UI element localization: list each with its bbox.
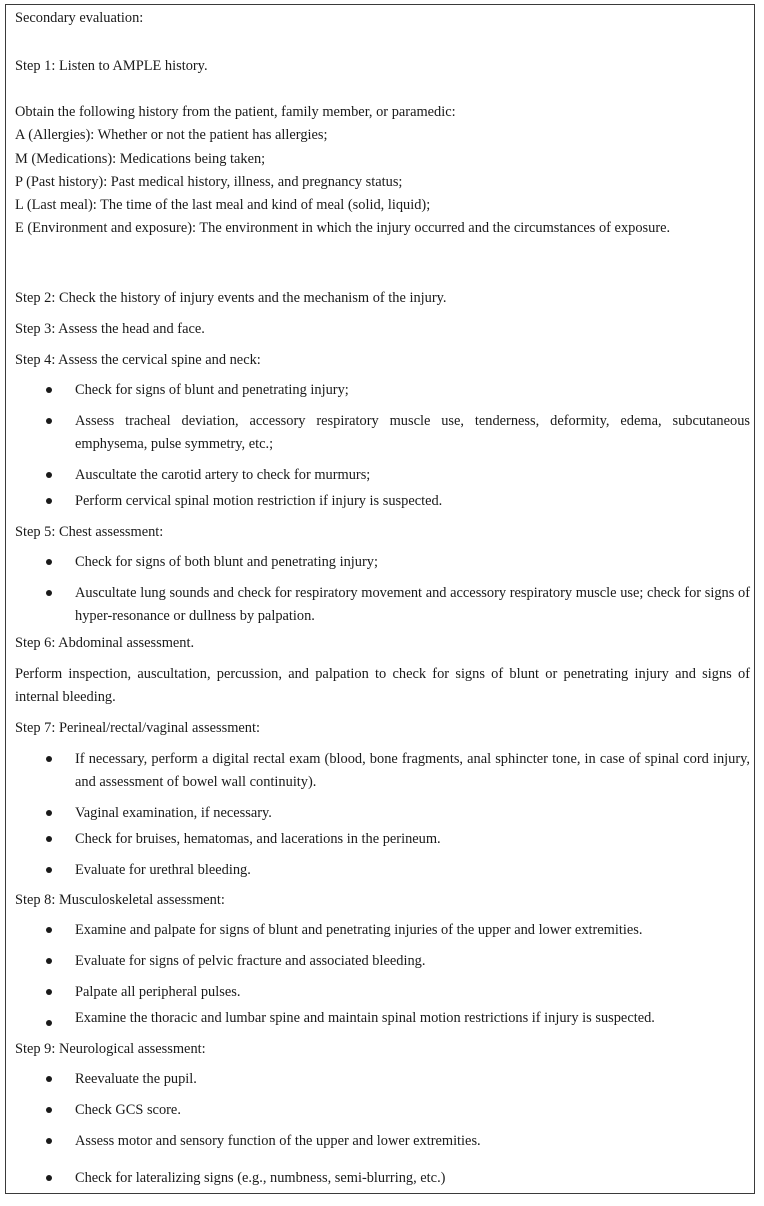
ample-item-environment: E (Environment and exposure): The environment in which the injury occurred and the circumstances of exposure. [15,220,671,236]
step-9-heading: Step 9: Neurological assessment: [15,1041,206,1057]
bullet-icon [46,1175,52,1181]
step-1-heading: Step 1: Listen to AMPLE history. [15,58,208,74]
step-7-bullet: Vaginal examination, if necessary. [75,805,272,821]
step-9-bullet: Check for lateralizing signs (e.g., numbness, semi-blurring, etc.) [75,1170,446,1186]
step-8-bullet: Examine the thoracic and lumbar spine and maintain spinal motion restrictions if injury is suspected. [75,1010,655,1026]
step-6-text: Perform inspection, auscultation, percussion, and palpation to check for signs of blunt or penetrating injury and signs of internal bleeding. [15,666,750,705]
step-6-heading: Step 6: Abdominal assessment. [15,635,195,651]
bullet-icon [46,498,52,504]
bullet-icon [46,1138,52,1144]
step-4-bullet: Check for signs of blunt and penetrating injury; [75,382,349,398]
step-5-heading: Step 5: Chest assessment: [15,524,164,540]
bullet-icon [46,989,52,995]
ample-item-medications: M (Medications): Medications being taken; [15,151,266,167]
step-9-bullet: Assess motor and sensory function of the upper and lower extremities. [75,1133,481,1149]
ample-item-last-meal: L (Last meal): The time of the last meal and kind of meal (solid, liquid); [15,197,431,213]
step-4-bullet: Perform cervical spinal motion restriction if injury is suspected. [75,493,443,509]
step-9-bullet: Reevaluate the pupil. [75,1071,197,1087]
step-4-bullet: Auscultate the carotid artery to check for murmurs; [75,467,371,483]
step-1-intro: Obtain the following history from the patient, family member, or paramedic: [15,104,456,120]
bullet-icon [46,472,52,478]
bullet-icon [46,1020,52,1026]
step-8-bullet: Palpate all peripheral pulses. [75,984,241,1000]
bullet-icon [46,927,52,933]
ample-item-past-history: P (Past history): Past medical history, illness, and pregnancy status; [15,174,403,190]
document-title: Secondary evaluation: [15,10,144,26]
step-8-heading: Step 8: Musculoskeletal assessment: [15,892,225,908]
bullet-icon [46,958,52,964]
step-5-bullet: Auscultate lung sounds and check for respiratory movement and accessory respiratory muscle use; check for signs of hyper-resonance or dullness by palpation. [75,585,750,624]
bullet-icon [46,810,52,816]
step-2-heading: Step 2: Check the history of injury events and the mechanism of the injury. [15,290,447,306]
bullet-icon [46,418,52,424]
bullet-icon [46,836,52,842]
step-7-heading: Step 7: Perineal/rectal/vaginal assessment: [15,720,260,736]
step-7-bullet: Evaluate for urethral bleeding. [75,862,251,878]
step-8-bullet: Examine and palpate for signs of blunt and penetrating injuries of the upper and lower extremities. [75,922,643,938]
step-9-bullet: Check GCS score. [75,1102,181,1118]
bullet-icon [46,559,52,565]
bullet-icon [46,1076,52,1082]
step-3-heading: Step 3: Assess the head and face. [15,321,205,337]
bullet-icon [46,387,52,393]
step-4-bullet: Assess tracheal deviation, accessory respiratory muscle use, tenderness, deformity, edema, subcutaneous emphysema, pulse symmetry, etc.; [75,413,750,452]
step-4-heading: Step 4: Assess the cervical spine and neck: [15,352,261,368]
step-7-bullet: If necessary, perform a digital rectal exam (blood, bone fragments, anal sphincter tone, in case of spinal cord injury, and assessment of bowel wall continuity). [75,751,750,790]
step-8-bullet: Evaluate for signs of pelvic fracture and associated bleeding. [75,953,426,969]
ample-item-allergies: A (Allergies): Whether or not the patient has allergies; [15,127,328,143]
bullet-icon [46,590,52,596]
step-7-bullet: Check for bruises, hematomas, and lacerations in the perineum. [75,831,441,847]
bullet-icon [46,1107,52,1113]
bullet-icon [46,867,52,873]
step-5-bullet: Check for signs of both blunt and penetrating injury; [75,554,378,570]
bullet-icon [46,756,52,762]
